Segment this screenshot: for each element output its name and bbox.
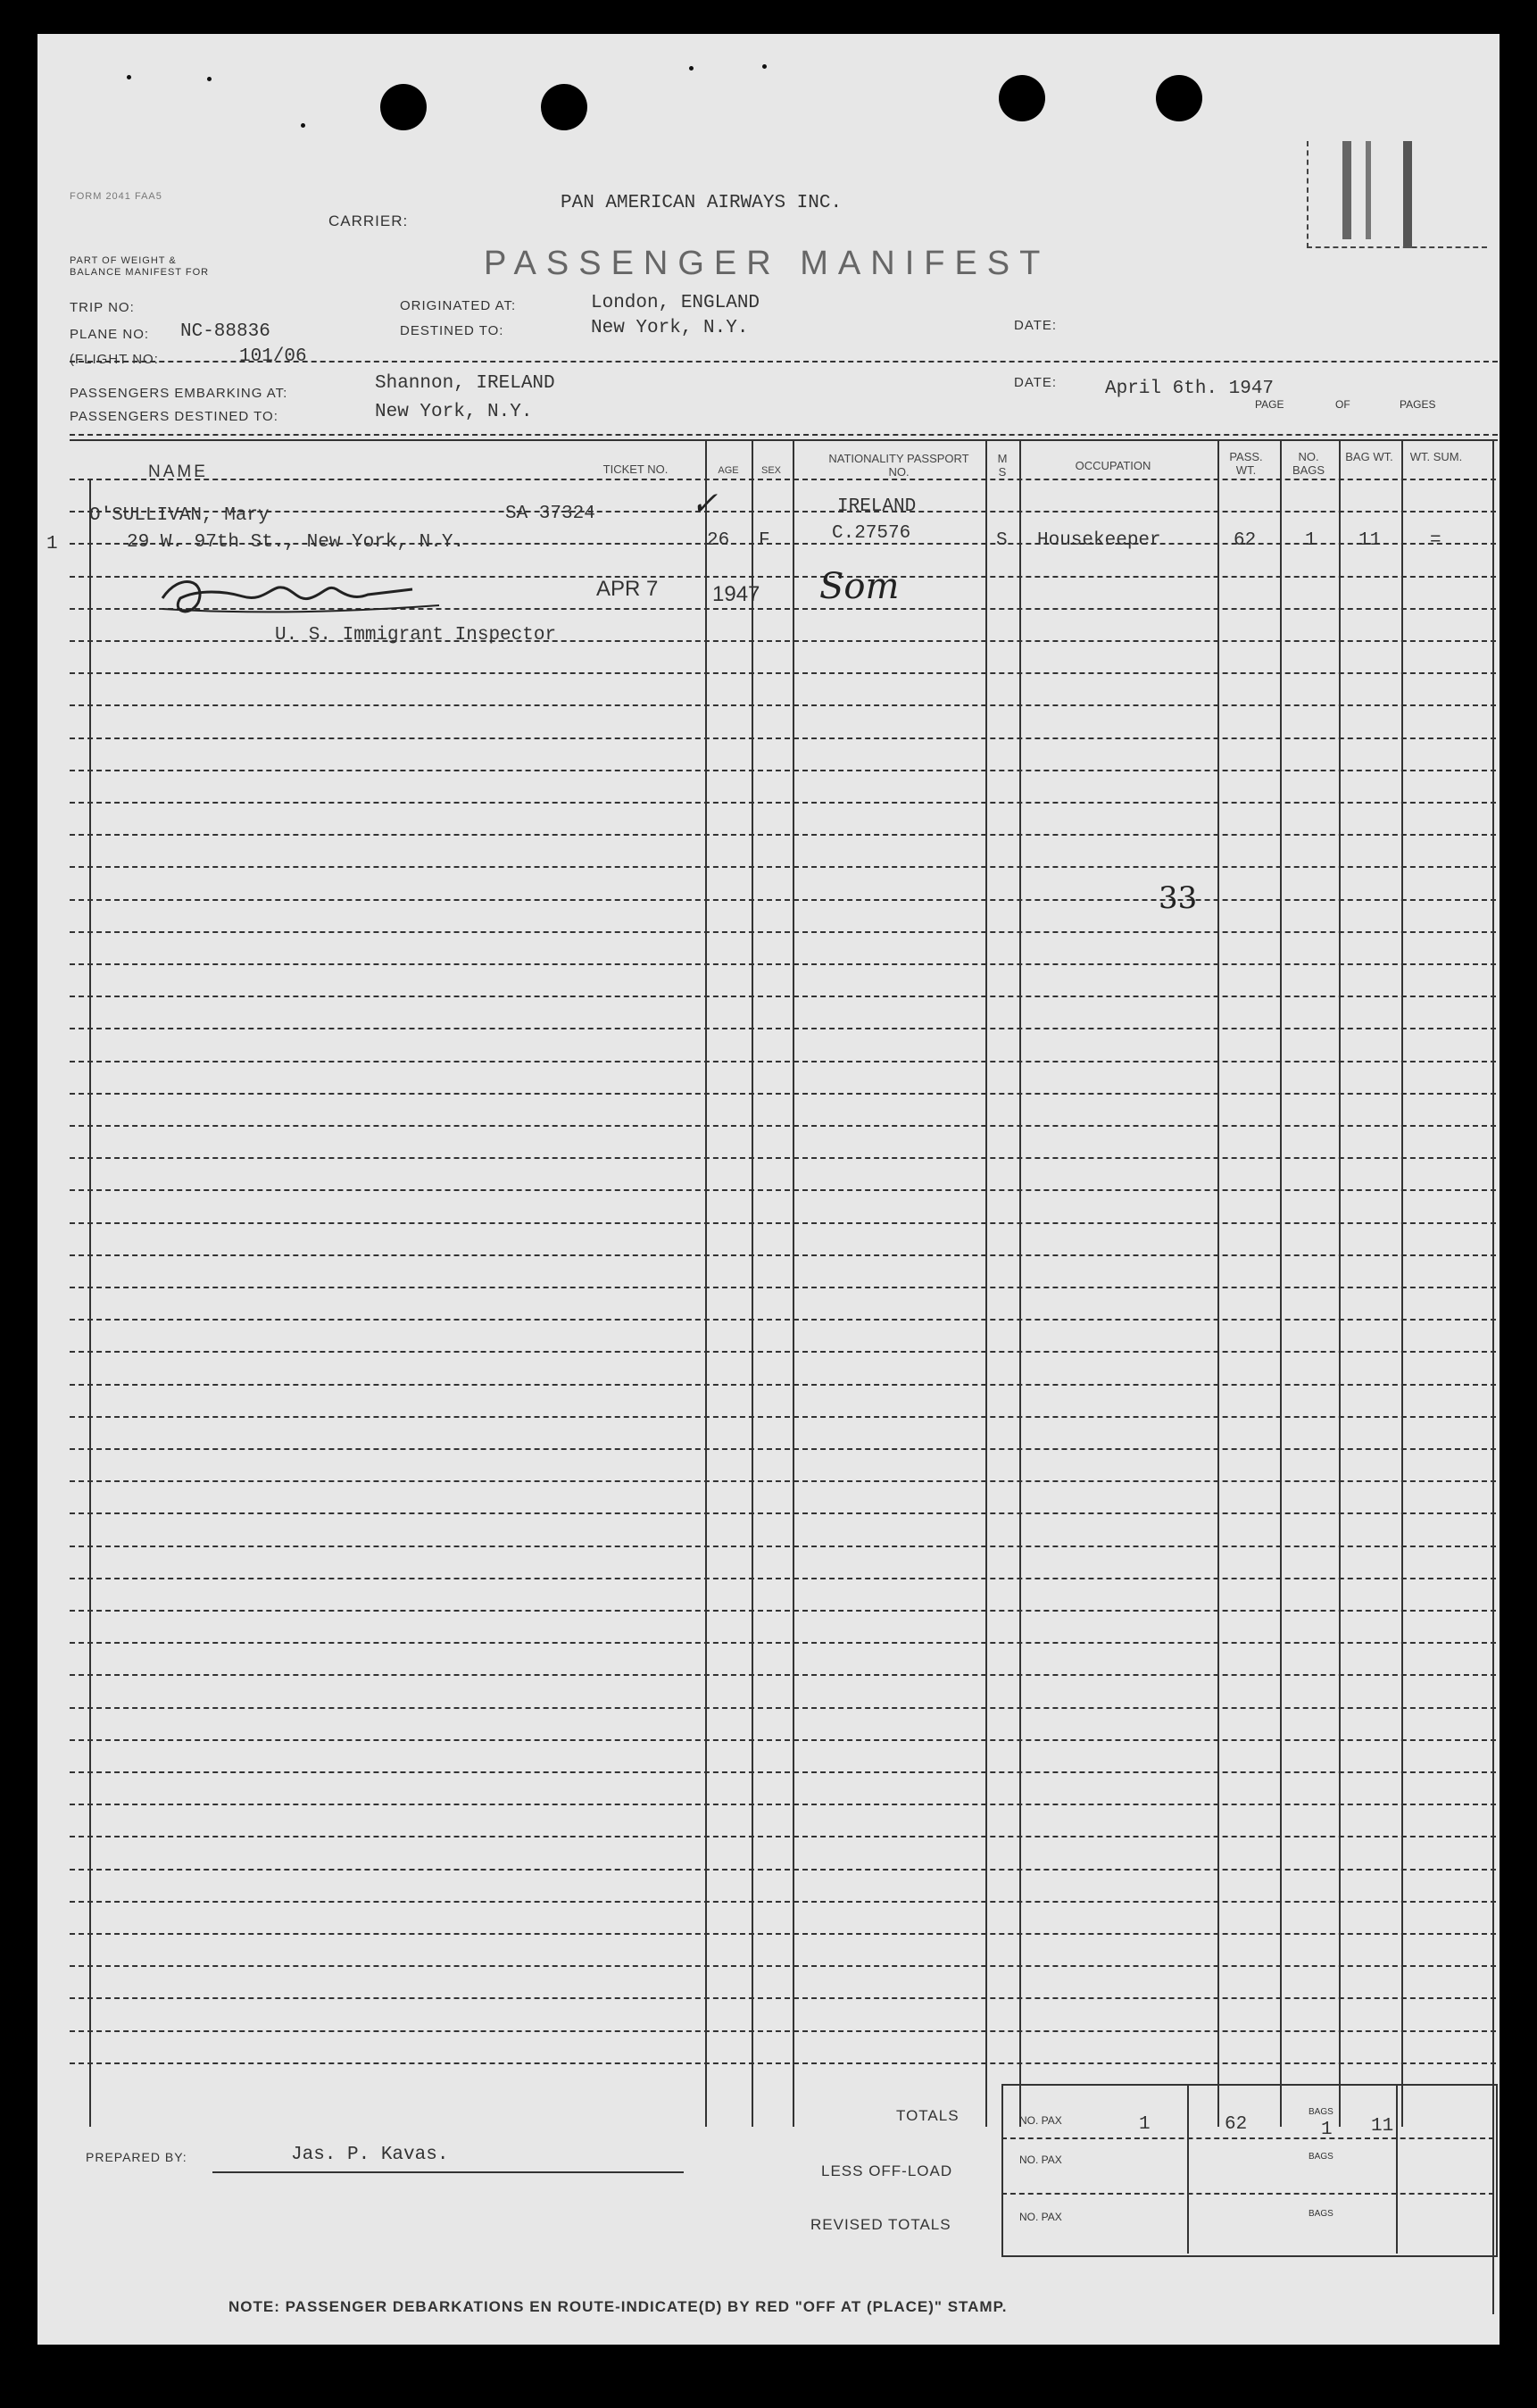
inspector-initials: Som [819, 566, 900, 607]
bags-label: BAGS [1309, 2209, 1333, 2219]
date-label-2: DATE: [1014, 375, 1058, 390]
pages-label: PAGES [1400, 398, 1436, 411]
table-rule [70, 1448, 1496, 1450]
stamp-year: 1947 [712, 582, 760, 606]
passenger-nationality: IRELAND [837, 496, 917, 517]
table-rule [70, 1965, 1496, 1967]
table-rule [70, 802, 1496, 804]
table-rule [70, 1642, 1496, 1644]
form-number: FORM 2041 FAA5 [70, 191, 162, 202]
table-rule [70, 996, 1496, 997]
passenger-occupation: Housekeeper [1037, 530, 1161, 551]
table-rule [70, 2030, 1496, 2032]
inspector-signature [145, 562, 555, 625]
prepared-by: Jas. P. Kavas. [291, 2145, 449, 2165]
col-bag-wt: BAG WT. [1345, 450, 1393, 463]
table-rule [70, 1546, 1496, 1547]
pax-destined-label: PASSENGERS DESTINED TO: [70, 409, 278, 424]
bags-label: BAGS [1309, 2152, 1333, 2162]
table-rule [70, 1319, 1496, 1321]
table-rule [70, 479, 1496, 480]
less-offload-label: LESS OFF-LOAD [821, 2162, 953, 2179]
passenger-index: 1 [46, 534, 58, 554]
table-rule [70, 511, 1496, 512]
table-rule [70, 1901, 1496, 1903]
checkmark-icon: ✓ [691, 486, 719, 522]
table-rule [70, 1157, 1496, 1159]
col-ticket: TICKET NO. [602, 462, 669, 476]
prepared-label: PREPARED BY: [86, 2150, 187, 2164]
totals-label: TOTALS [896, 2107, 960, 2124]
passenger-age: 26 [707, 530, 730, 551]
col-pass-wt: PASS. WT. [1229, 450, 1263, 477]
col-age: AGE [718, 465, 739, 476]
originated-value: London, ENGLAND [591, 293, 760, 313]
table-rule [70, 834, 1496, 836]
table-rule [70, 1674, 1496, 1676]
plane-value: NC-88836 [180, 321, 270, 342]
embarking-label: PASSENGERS EMBARKING AT: [70, 386, 288, 401]
table-rule [70, 1351, 1496, 1353]
table-rule [70, 1578, 1496, 1579]
totals-box [1001, 2084, 1498, 2257]
no-pax-label: NO. PAX [1019, 2154, 1062, 2166]
table-rule [70, 1869, 1496, 1871]
table-rule [70, 672, 1496, 674]
destined-label: DESTINED TO: [400, 323, 504, 338]
date-value: April 6th. 1947 [1105, 379, 1275, 399]
table-rule [70, 1028, 1496, 1029]
table-rule [70, 1997, 1496, 1999]
originated-label: ORIGINATED AT: [400, 298, 517, 313]
table-rule [70, 1061, 1496, 1062]
no-pax-label: NO. PAX [1019, 2114, 1062, 2127]
no-pax-label: NO. PAX [1019, 2211, 1062, 2223]
col-sex: SEX [760, 465, 781, 476]
table-rule [70, 1287, 1496, 1288]
table-rule [70, 1125, 1496, 1127]
table-rule [70, 1739, 1496, 1741]
manifest-page [37, 34, 1500, 2345]
table-rule [70, 704, 1496, 706]
passenger-sex: F [759, 530, 770, 551]
footer-note: NOTE: PASSENGER DEBARKATIONS EN ROUTE-INDICATE(D) BY RED "OFF AT (PLACE)" STAMP. [228, 2298, 1008, 2315]
flight-label: (FLIGHT NO: [70, 352, 159, 367]
punch-hole [380, 84, 427, 130]
passenger-bag-wt: 11 [1358, 530, 1382, 551]
page-label: PAGE [1255, 398, 1284, 411]
table-rule [70, 1804, 1496, 1805]
part-of-label: PART OF WEIGHT & BALANCE MANIFEST FOR [70, 255, 210, 278]
col-name: NAME [148, 462, 208, 481]
embarking-value: Shannon, IRELAND [375, 373, 555, 394]
inspector-line: U. S. Immigrant Inspector [275, 625, 557, 646]
table-rule [70, 1707, 1496, 1709]
bags-label: BAGS [1309, 2107, 1333, 2117]
carrier-label: CARRIER: [328, 212, 409, 229]
table-rule [70, 770, 1496, 771]
page-stamp-number: 33 [1159, 880, 1198, 916]
manifest-title: PASSENGER MANIFEST [484, 245, 1051, 282]
table-rule [70, 1933, 1496, 1935]
totals-pax: 1 [1139, 2114, 1151, 2135]
table-rule [70, 1384, 1496, 1386]
revised-totals-label: REVISED TOTALS [810, 2216, 951, 2233]
passenger-ms: S [996, 530, 1008, 551]
table-rule [70, 1189, 1496, 1191]
stamp-date: APR 7 [596, 577, 659, 601]
passenger-no-bags: 1 [1305, 530, 1317, 551]
table-rule [70, 1093, 1496, 1095]
punch-hole [999, 75, 1045, 121]
carrier-value: PAN AMERICAN AIRWAYS INC. [561, 193, 843, 213]
totals-wt: 62 [1225, 2114, 1248, 2135]
of-label: OF [1335, 398, 1350, 411]
corner-mark [1307, 141, 1487, 248]
col-ms: M S [997, 452, 1008, 479]
passenger-passport: C.27576 [832, 523, 911, 544]
passenger-wt-sum: = [1430, 530, 1441, 551]
table-rule [70, 1836, 1496, 1837]
table-rule [70, 737, 1496, 739]
table-rule [70, 1771, 1496, 1773]
table-rule [70, 1254, 1496, 1256]
plane-label: PLANE NO: [70, 327, 150, 342]
destined-value: New York, N.Y. [591, 318, 749, 338]
table-rule [70, 1480, 1496, 1482]
table-rule [70, 1416, 1496, 1418]
table-rule [70, 1512, 1496, 1514]
passenger-address: 29 W. 97th St., New York, N.Y. [127, 532, 465, 553]
table-rule [70, 1610, 1496, 1612]
col-wt-sum: WT. SUM. [1409, 450, 1463, 463]
totals-bags: 1 [1321, 2120, 1333, 2140]
flight-value: 101/06 [239, 346, 307, 367]
col-nationality: NATIONALITY PASSPORT NO. [828, 452, 969, 479]
passenger-ticket: SA 37324 [505, 504, 595, 524]
table-rule [70, 899, 1496, 901]
pax-destined-value: New York, N.Y. [375, 402, 533, 422]
table-rule [70, 931, 1496, 933]
punch-hole [541, 84, 587, 130]
col-no-bags: NO. BAGS [1292, 450, 1325, 477]
punch-hole [1156, 75, 1202, 121]
table-rule [70, 866, 1496, 868]
col-occupation: OCCUPATION [1075, 459, 1151, 472]
totals-bag-wt: 11 [1371, 2116, 1394, 2137]
trip-label: TRIP NO: [70, 300, 135, 315]
table-rule [70, 963, 1496, 965]
table-rule [70, 1222, 1496, 1224]
table-rule [70, 2062, 1496, 2064]
date-label-1: DATE: [1014, 318, 1058, 333]
passenger-pass-wt: 62 [1234, 530, 1257, 551]
manifest-table [70, 439, 1498, 2127]
passenger-name: O'SULLIVAN, Mary [89, 505, 270, 526]
